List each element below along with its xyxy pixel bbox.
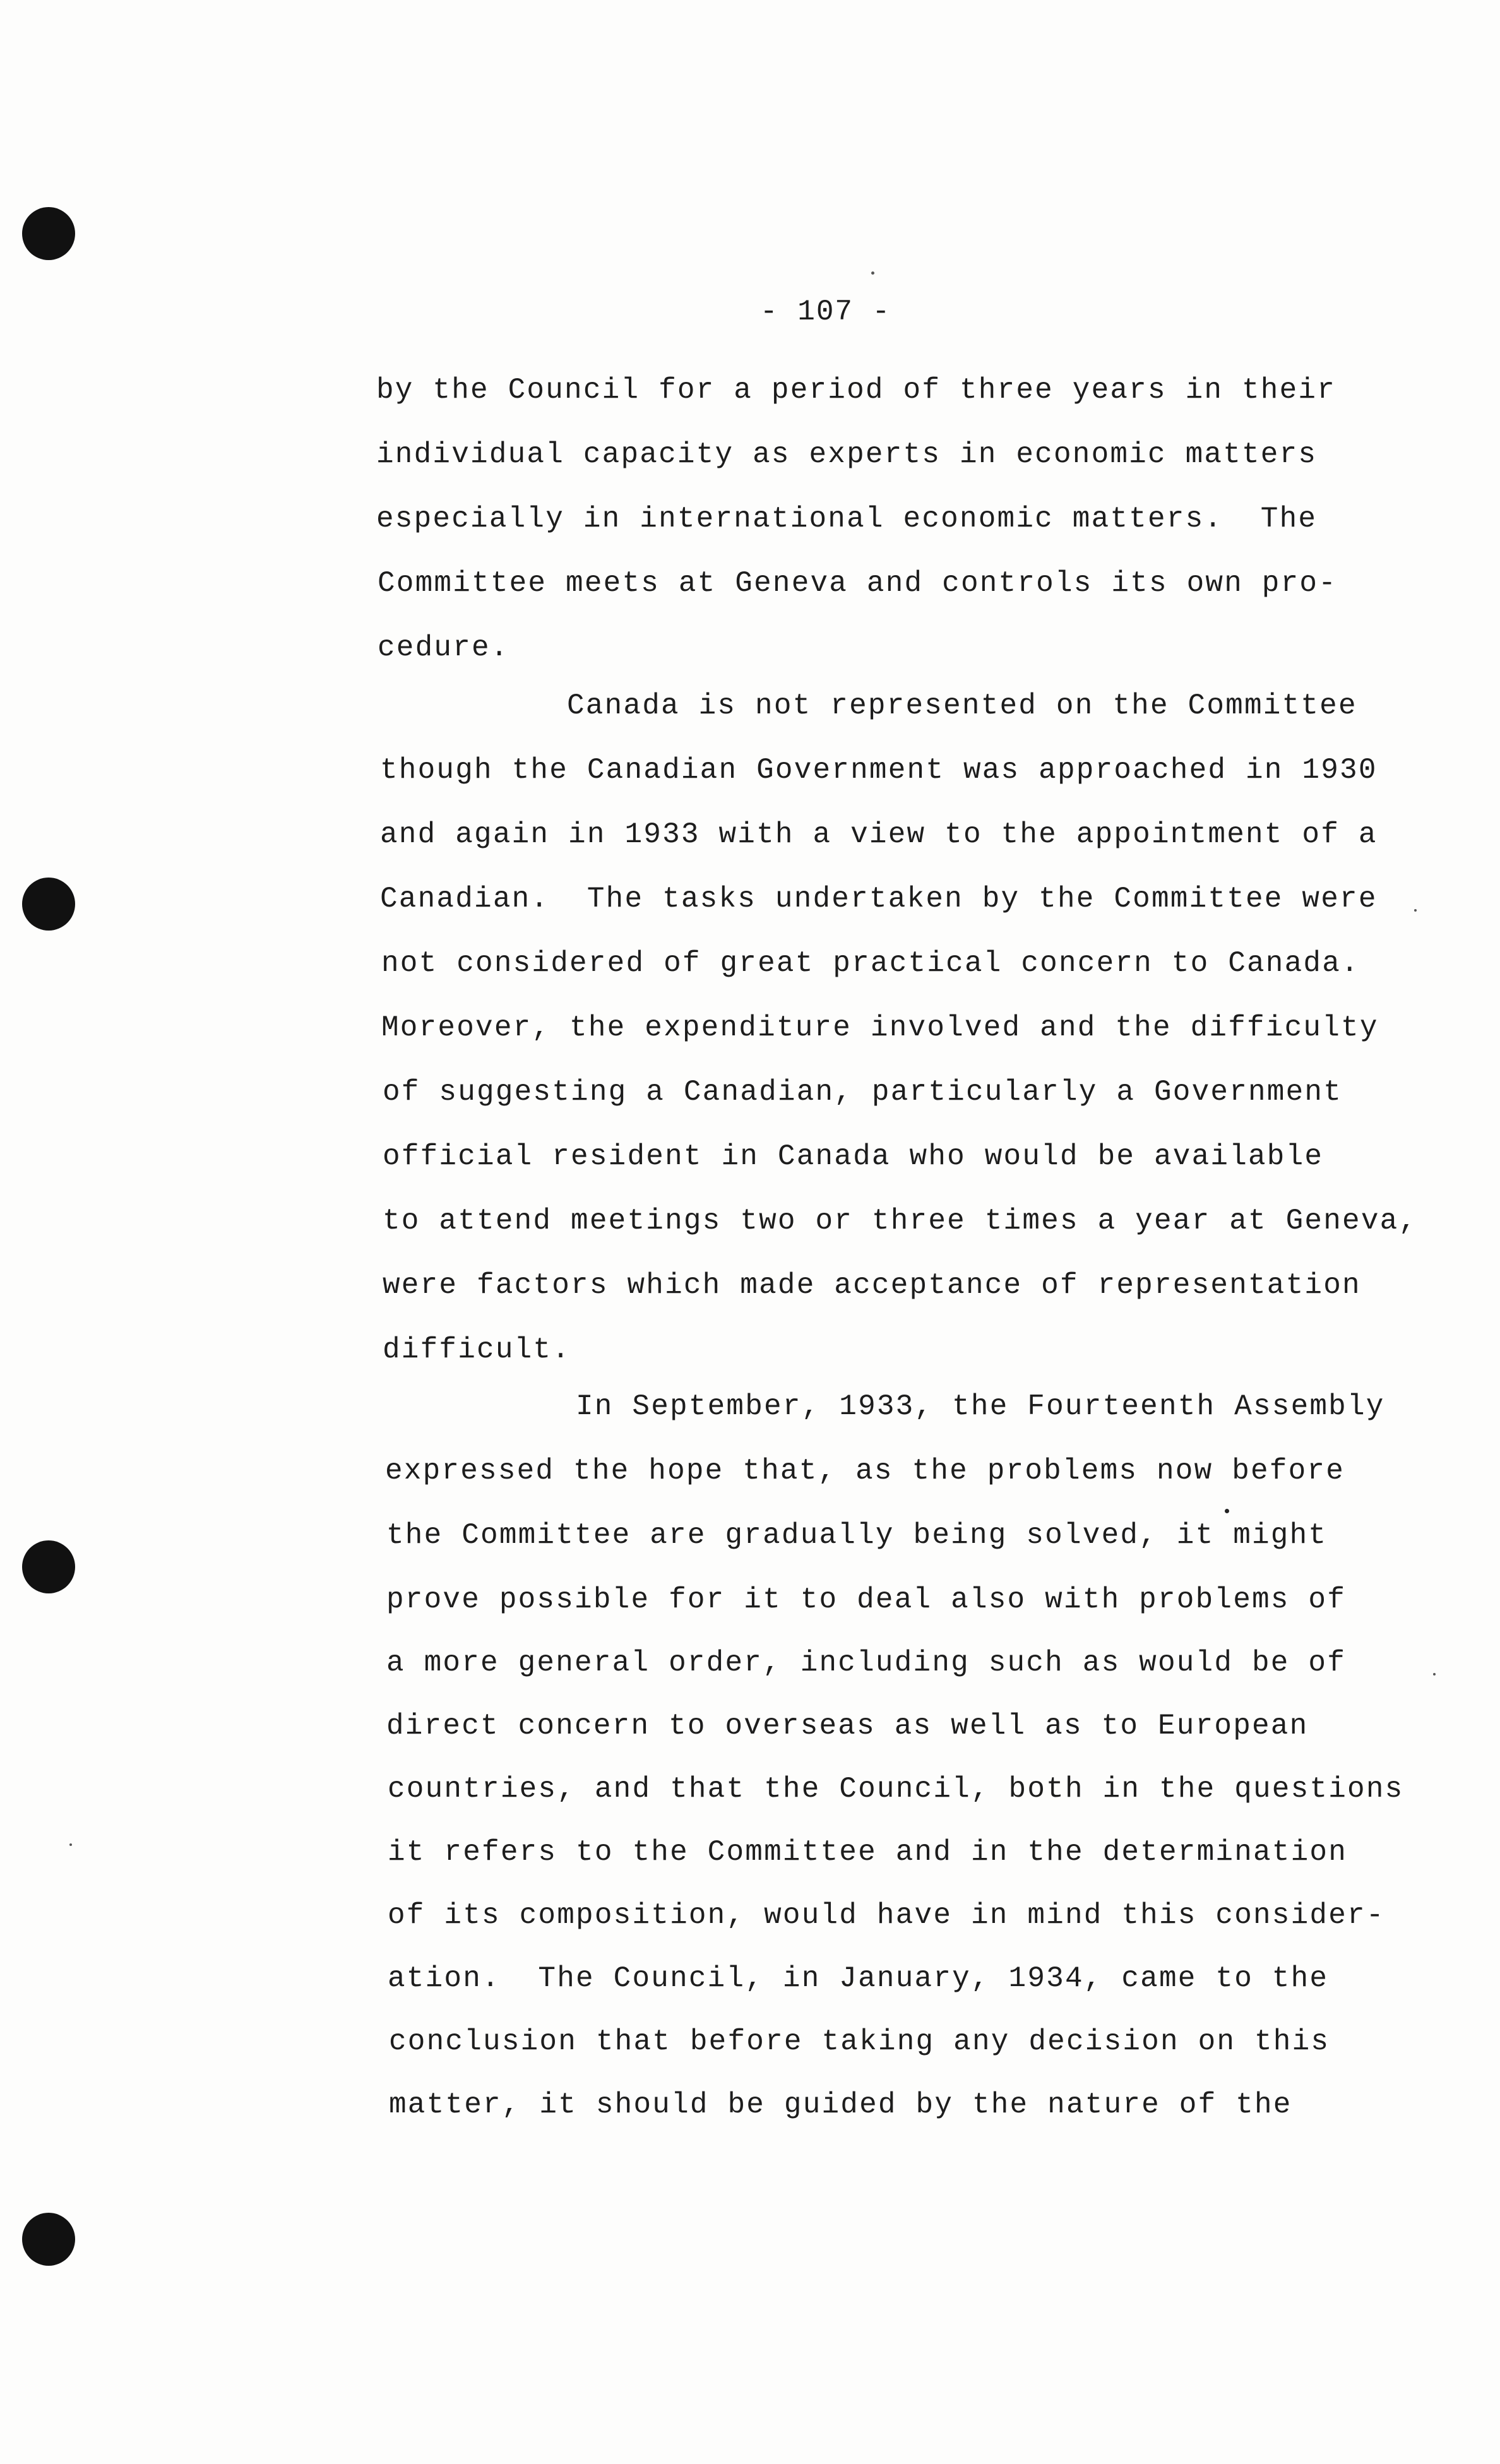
text-line: In September, 1933, the Fourteenth Assembly [576,1390,1385,1423]
punch-hole [22,878,75,931]
text-line: difficult. [383,1333,571,1366]
text-line: individual capacity as experts in economic matters [376,438,1318,471]
text-line: a more general order, including such as would be of [386,1646,1347,1679]
text-line: cedure. [378,631,509,664]
speck [1414,909,1417,912]
text-line: though the Canadian Government was approached in 1930 [380,754,1378,787]
text-line: expressed the hope that, as the problems now before [385,1455,1345,1487]
text-line: direct concern to overseas as well as to European [386,1710,1309,1742]
text-line: the Committee are gradually being solved, it might [386,1519,1328,1552]
text-line: it refers to the Committee and in the determination [388,1836,1348,1869]
text-line: of suggesting a Canadian, particularly a Government [383,1076,1343,1109]
text-line: not considered of great practical concern to Canada. [381,947,1360,980]
text-line: by the Council for a period of three years in their [376,374,1336,407]
text-line: and again in 1933 with a view to the appointment of a [380,818,1378,851]
punch-hole [22,2213,75,2266]
text-line: of its composition, would have in mind this consider- [388,1899,1385,1932]
text-line: Canadian. The tasks undertaken by the Committee were [380,883,1378,915]
text-line: to attend meetings two or three times a year at Geneva, [383,1205,1418,1237]
text-line: matter, it should be guided by the nature of the [389,2088,1292,2121]
text-line: ation. The Council, in January, 1934, came to the [388,1962,1329,1995]
text-line: Canada is not represented on the Committee [567,689,1357,722]
text-line: countries, and that the Council, both in the questions [388,1773,1404,1806]
text-line: were factors which made acceptance of representation [383,1269,1361,1302]
text-line: especially in international economic matters. The [376,503,1318,535]
speck [871,271,874,275]
punch-hole [22,1540,75,1593]
text-line: official resident in Canada who would be available [383,1140,1324,1173]
text-line: prove possible for it to deal also with problems of [386,1583,1347,1616]
speck [1225,1509,1229,1513]
page-number: - 107 - [760,295,891,328]
text-line: Moreover, the expenditure involved and the difficulty [381,1011,1379,1044]
speck [1433,1673,1436,1675]
punch-hole [22,207,75,260]
speck [69,1843,72,1846]
text-line: conclusion that before taking any decision on this [389,2025,1330,2058]
text-line: Committee meets at Geneva and controls its own pro- [378,567,1338,600]
